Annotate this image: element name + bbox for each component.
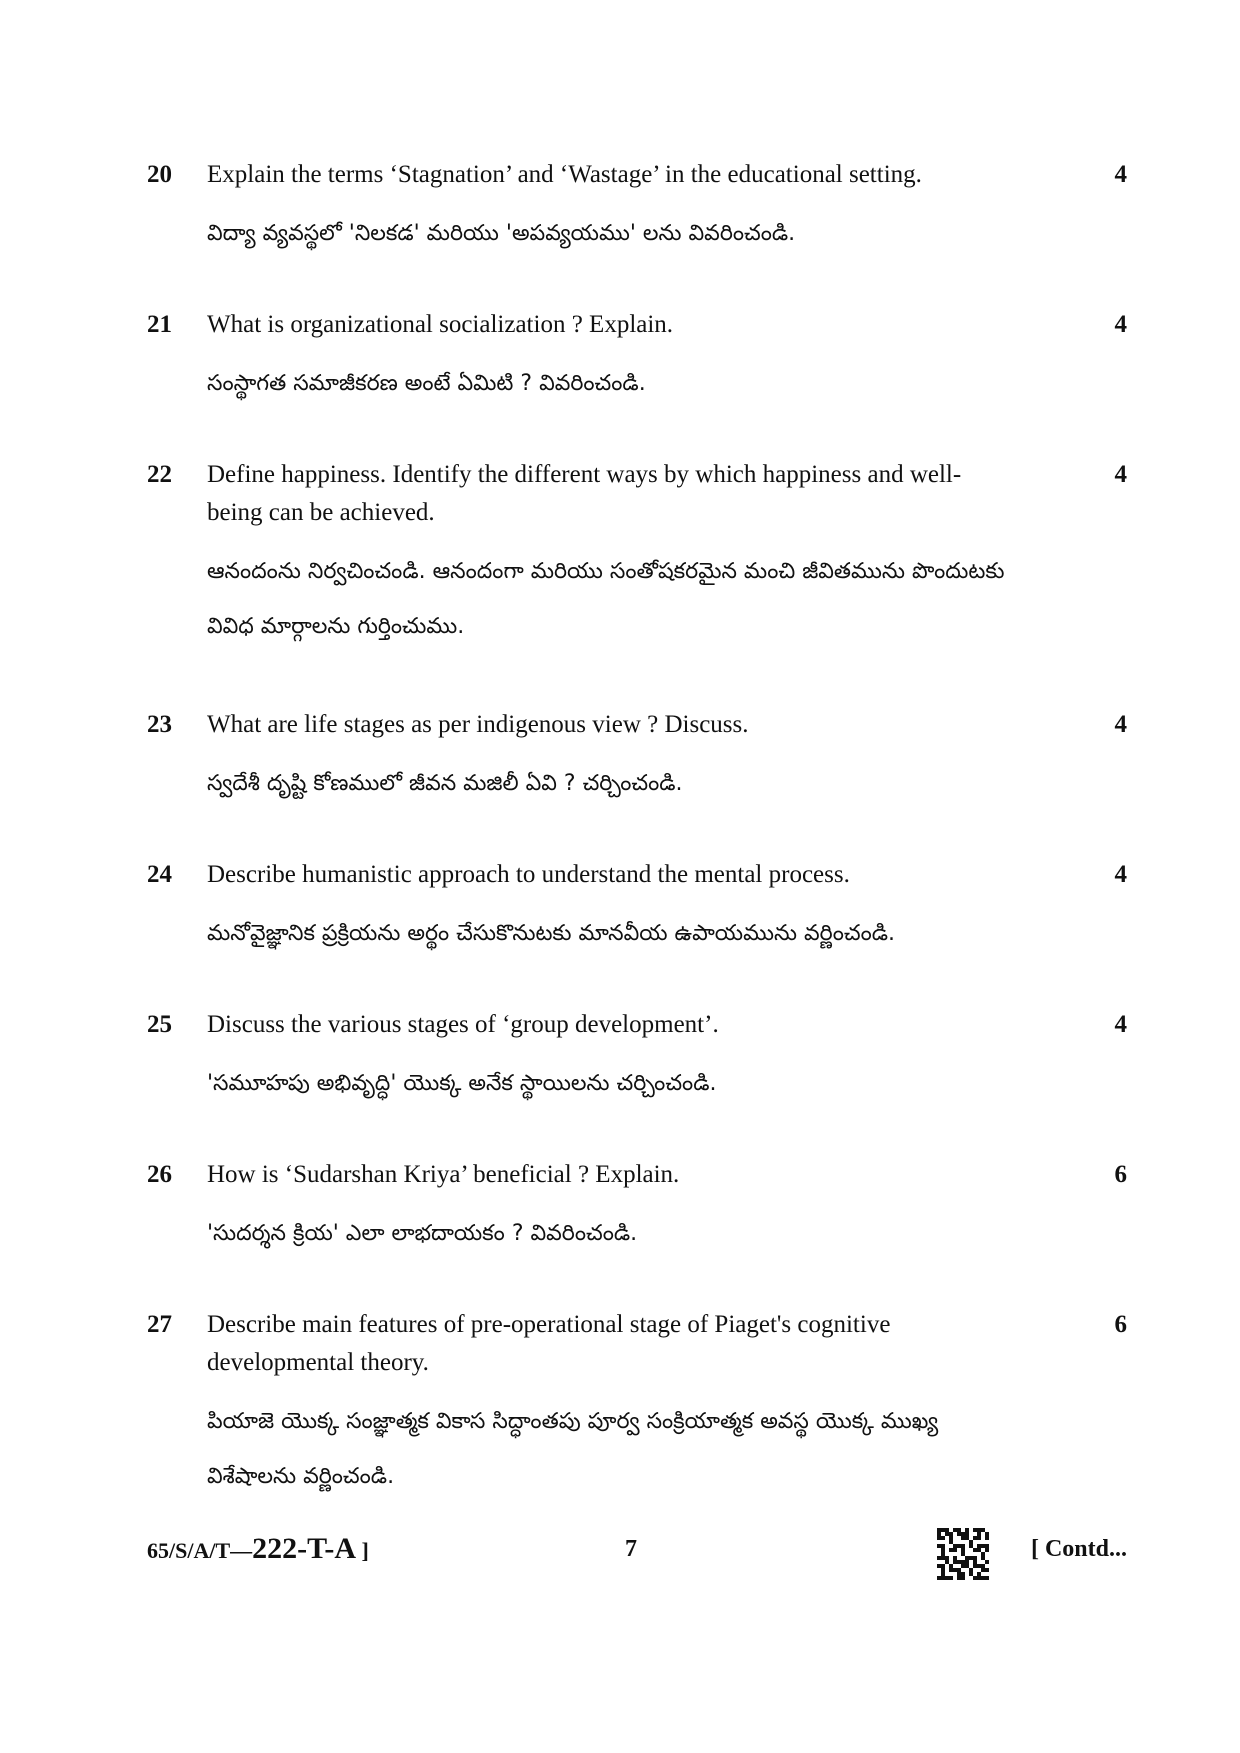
question-text-telugu: స్వదేశీ దృష్టి కోణములో జీవన మజిలీ ఏవి ? చర్చించండి. [207,771,683,796]
page-footer [147,1528,1127,1588]
page-number: 7 [625,1536,637,1562]
paper-code [147,1532,369,1566]
question-marks: 6 [1114,1161,1127,1188]
question-text-english: Define happiness. Identify the different ways by which happiness and well-being can be achieved. [207,461,962,526]
paper-code-suffix: ] [356,1538,369,1563]
question-text-telugu: సంస్థాగత సమాజీకరణ అంటే ఏమిటి ? వివరించండి. [207,371,646,396]
paper-code-prefix: 65/S/A/T— [147,1538,253,1563]
question-text-english: Explain the terms ‘Stagnation’ and ‘Wastage’ in the educational setting. [207,161,922,188]
question-number: 22 [147,461,172,488]
question-number: 23 [147,711,172,738]
question-number: 26 [147,1161,172,1188]
question-text-english: What are life stages as per indigenous view ? Discuss. [207,711,749,738]
question-text-english: How is ‘Sudarshan Kriya’ beneficial ? Explain. [207,1161,680,1188]
question-marks: 6 [1114,1311,1127,1338]
question-marks: 4 [1114,311,1127,338]
question-text-telugu: విద్యా వ్యవస్థలో 'నిలకడ' మరియు 'అపవ్యయము' లను వివరించండి. [207,221,796,246]
question-marks: 4 [1114,861,1127,888]
qr-code-icon [937,1528,989,1580]
question-text-english: What is organizational socialization ? Explain. [207,311,674,338]
question-text-english: Describe main features of pre-operational stage of Piaget's cognitive developmental theory. [207,1311,891,1376]
question-marks: 4 [1114,461,1127,488]
question-number: 20 [147,161,172,188]
question-number: 24 [147,861,172,888]
question-number: 27 [147,1311,172,1338]
question-text-telugu: 'సమూహపు అభివృద్ధి' యొక్క అనేక స్థాయిలను చర్చించండి. [207,1071,717,1096]
question-marks: 4 [1114,1011,1127,1038]
question-marks: 4 [1114,161,1127,188]
question-text-telugu: మనోవైజ్ఞానిక ప్రక్రియను అర్థం చేసుకొనుటకు మానవీయ ఉపాయమును వర్ణించండి. [207,921,896,946]
question-text-telugu: ఆనందంను నిర్వచించండి. ఆనందంగా మరియు సంతోషకరమైన మంచి జీవితమును పొందుటకు వివిధ మార్గాలను గుర్తించుము. [207,559,1005,639]
question-number: 25 [147,1011,172,1038]
paper-code-main: 222-T-A [252,1532,357,1565]
question-marks: 4 [1114,711,1127,738]
question-text-english: Discuss the various stages of ‘group development’. [207,1011,719,1038]
question-number: 21 [147,311,172,338]
question-text-telugu: 'సుదర్శన క్రియ' ఎలా లాభదాయకం ? వివరించండి. [207,1221,638,1246]
continued-label: [ Contd... [1030,1536,1127,1562]
question-text-english: Describe humanistic approach to understand the mental process. [207,861,850,888]
question-text-telugu: పియాజె యొక్క సంజ్ఞాత్మక వికాస సిద్ధాంతపు పూర్వ సంక్రియాత్మక అవస్థ యొక్క ముఖ్య విశేషాలను వర్ణించండి. [207,1409,939,1489]
